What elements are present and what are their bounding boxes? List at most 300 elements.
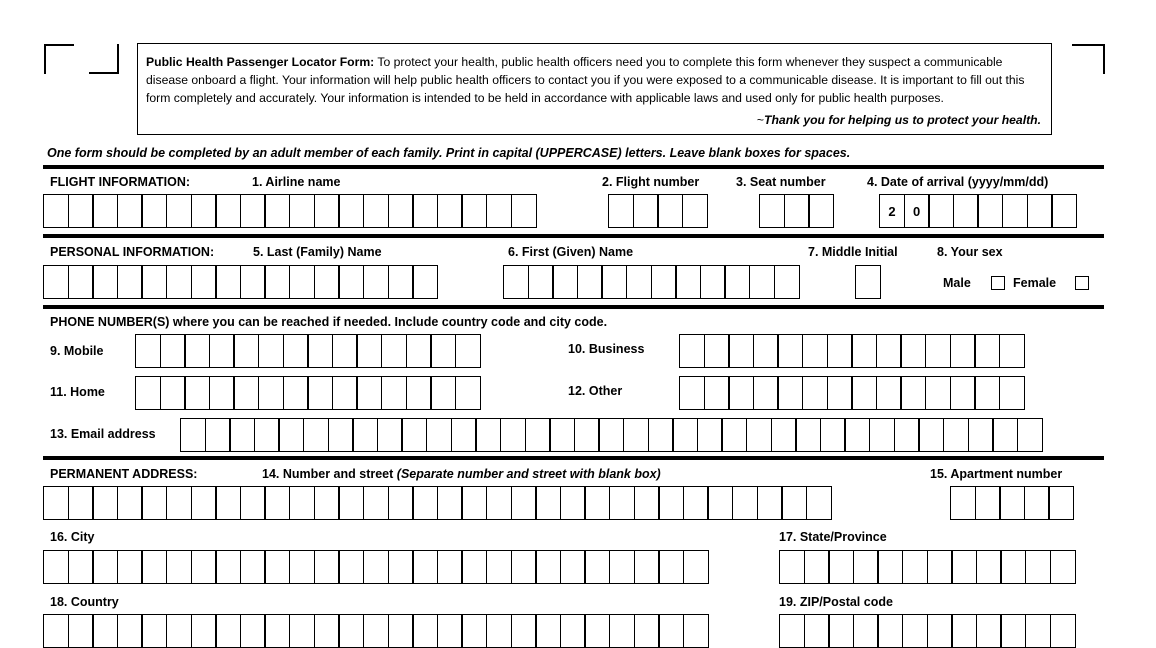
char-box[interactable] [135, 334, 161, 368]
char-box[interactable] [191, 486, 217, 520]
char-box[interactable] [648, 418, 674, 452]
char-box[interactable] [314, 265, 340, 299]
char-box[interactable] [968, 418, 994, 452]
char-box[interactable] [609, 486, 635, 520]
char-box[interactable] [697, 418, 723, 452]
char-box[interactable] [43, 486, 69, 520]
char-box[interactable] [584, 550, 610, 584]
char-box[interactable] [289, 486, 315, 520]
char-box[interactable] [412, 194, 438, 228]
char-box[interactable] [1050, 614, 1076, 648]
char-box[interactable] [117, 265, 143, 299]
char-box[interactable] [215, 486, 241, 520]
char-box[interactable] [700, 265, 726, 299]
char-box[interactable] [184, 376, 210, 410]
char-box[interactable] [314, 614, 340, 648]
char-box[interactable] [264, 265, 290, 299]
char-box[interactable] [1048, 486, 1074, 520]
char-box[interactable] [999, 334, 1025, 368]
char-box[interactable] [338, 614, 364, 648]
char-box[interactable] [92, 265, 118, 299]
char-box[interactable] [679, 376, 705, 410]
char-box[interactable] [363, 265, 389, 299]
date-cell[interactable] [977, 194, 1003, 228]
char-box[interactable] [486, 194, 512, 228]
char-box[interactable] [974, 334, 1000, 368]
char-box[interactable] [209, 376, 235, 410]
char-box[interactable] [117, 194, 143, 228]
char-box[interactable] [950, 376, 976, 410]
char-box[interactable] [254, 418, 280, 452]
arrival-date-boxes[interactable] [879, 194, 1077, 228]
char-box[interactable] [475, 418, 501, 452]
char-box[interactable] [461, 194, 487, 228]
date-cell[interactable] [1051, 194, 1077, 228]
char-box[interactable] [43, 614, 69, 648]
char-box[interactable] [406, 376, 432, 410]
char-box[interactable] [658, 614, 684, 648]
char-box[interactable] [486, 614, 512, 648]
char-box[interactable] [975, 486, 1001, 520]
char-box[interactable] [746, 418, 772, 452]
char-box[interactable] [1025, 614, 1051, 648]
char-box[interactable] [264, 550, 290, 584]
female-checkbox[interactable] [1075, 276, 1089, 290]
char-box[interactable] [388, 194, 414, 228]
intro-body: To protect your health, public health officers need you to complete this form whenever they suspect a communicable disease onboard a flight. Your information will help public health officers to contact you if you were exposed to a communicable disease. It is important to fill out this form completely and accurately. Your information is intended to be held in accordance with applicable laws and used only for public health purposes. [146, 55, 1025, 105]
char-box[interactable] [43, 194, 69, 228]
char-box[interactable] [634, 486, 660, 520]
char-box[interactable] [759, 194, 785, 228]
char-box[interactable] [388, 614, 414, 648]
char-box[interactable] [377, 418, 403, 452]
char-box[interactable] [804, 550, 830, 584]
char-box[interactable] [535, 614, 561, 648]
char-box[interactable] [352, 418, 378, 452]
char-box[interactable] [240, 486, 266, 520]
street-label-text: 14. Number and street [262, 467, 394, 481]
char-box[interactable] [307, 376, 333, 410]
char-box[interactable] [828, 550, 854, 584]
char-box[interactable] [437, 194, 463, 228]
char-box[interactable] [784, 194, 810, 228]
char-box[interactable] [951, 550, 977, 584]
char-box[interactable] [634, 614, 660, 648]
char-box[interactable] [511, 194, 537, 228]
char-box[interactable] [721, 418, 747, 452]
arrival-year-digit[interactable]: 0 [904, 194, 930, 228]
char-box[interactable] [950, 334, 976, 368]
char-box[interactable] [92, 194, 118, 228]
char-box[interactable] [338, 194, 364, 228]
char-box[interactable] [135, 376, 161, 410]
state-boxes[interactable] [779, 550, 1076, 584]
char-box[interactable] [289, 550, 315, 584]
char-box[interactable] [549, 418, 575, 452]
date-cell[interactable] [1002, 194, 1028, 228]
char-box[interactable] [598, 418, 624, 452]
char-box[interactable] [314, 550, 340, 584]
char-box[interactable] [92, 486, 118, 520]
char-box[interactable] [855, 265, 881, 299]
char-box[interactable] [338, 486, 364, 520]
char-box[interactable] [1024, 486, 1050, 520]
char-box[interactable] [623, 418, 649, 452]
char-box[interactable] [902, 550, 928, 584]
char-box[interactable] [160, 334, 186, 368]
date-cell[interactable] [953, 194, 979, 228]
char-box[interactable] [191, 614, 217, 648]
char-box[interactable] [307, 334, 333, 368]
seat-number-label: 3. Seat number [736, 175, 826, 189]
char-box[interactable] [92, 614, 118, 648]
char-box[interactable] [43, 265, 69, 299]
char-box[interactable] [574, 418, 600, 452]
char-box[interactable] [511, 614, 537, 648]
char-box[interactable] [633, 194, 659, 228]
char-box[interactable] [853, 550, 879, 584]
char-box[interactable] [437, 614, 463, 648]
char-box[interactable] [1000, 550, 1026, 584]
char-box[interactable] [166, 486, 192, 520]
char-box[interactable] [191, 550, 217, 584]
char-box[interactable] [180, 418, 206, 452]
char-box[interactable] [779, 550, 805, 584]
date-cell[interactable] [928, 194, 954, 228]
char-box[interactable] [584, 486, 610, 520]
char-box[interactable] [925, 334, 951, 368]
city-boxes[interactable] [43, 550, 709, 584]
char-box[interactable] [876, 376, 902, 410]
char-box[interactable] [461, 550, 487, 584]
char-box[interactable] [844, 418, 870, 452]
char-box[interactable] [634, 550, 660, 584]
char-box[interactable] [205, 418, 231, 452]
char-box[interactable] [679, 334, 705, 368]
char-box[interactable] [724, 265, 750, 299]
char-box[interactable] [682, 194, 708, 228]
char-box[interactable] [560, 614, 586, 648]
char-box[interactable] [437, 550, 463, 584]
char-box[interactable] [511, 486, 537, 520]
middle-initial-box[interactable] [855, 265, 881, 299]
home-boxes[interactable] [135, 376, 481, 410]
first-name-boxes[interactable] [503, 265, 800, 299]
char-box[interactable] [264, 614, 290, 648]
char-box[interactable] [869, 418, 895, 452]
char-box[interactable] [976, 614, 1002, 648]
char-box[interactable] [215, 550, 241, 584]
char-box[interactable] [363, 614, 389, 648]
char-box[interactable] [577, 265, 603, 299]
char-box[interactable] [412, 550, 438, 584]
char-box[interactable] [328, 418, 354, 452]
char-box[interactable] [781, 486, 807, 520]
char-box[interactable] [166, 550, 192, 584]
char-box[interactable] [68, 486, 94, 520]
char-box[interactable] [771, 418, 797, 452]
char-box[interactable] [191, 265, 217, 299]
char-box[interactable] [802, 334, 828, 368]
char-box[interactable] [356, 376, 382, 410]
char-box[interactable] [877, 550, 903, 584]
zip-boxes[interactable] [779, 614, 1076, 648]
char-box[interactable] [412, 486, 438, 520]
char-box[interactable] [166, 194, 192, 228]
char-box[interactable] [728, 376, 754, 410]
char-box[interactable] [1025, 550, 1051, 584]
char-box[interactable] [401, 418, 427, 452]
char-box[interactable] [749, 265, 775, 299]
char-box[interactable] [117, 486, 143, 520]
char-box[interactable] [303, 418, 329, 452]
char-box[interactable] [141, 194, 167, 228]
char-box[interactable] [601, 265, 627, 299]
section-divider [43, 234, 1104, 238]
char-box[interactable] [927, 614, 953, 648]
char-box[interactable] [240, 614, 266, 648]
char-box[interactable] [332, 334, 358, 368]
char-box[interactable] [240, 265, 266, 299]
char-box[interactable] [802, 376, 828, 410]
char-box[interactable] [314, 194, 340, 228]
char-box[interactable] [511, 550, 537, 584]
char-box[interactable] [732, 486, 758, 520]
char-box[interactable] [388, 265, 414, 299]
char-box[interactable] [381, 376, 407, 410]
char-box[interactable] [950, 486, 976, 520]
char-box[interactable] [853, 614, 879, 648]
char-box[interactable] [264, 194, 290, 228]
char-box[interactable] [894, 418, 920, 452]
char-box[interactable] [412, 265, 438, 299]
char-box[interactable] [951, 614, 977, 648]
char-box[interactable] [828, 614, 854, 648]
char-box[interactable] [657, 194, 683, 228]
char-box[interactable] [658, 550, 684, 584]
char-box[interactable] [535, 486, 561, 520]
char-box[interactable] [455, 376, 481, 410]
char-box[interactable] [584, 614, 610, 648]
char-box[interactable] [191, 194, 217, 228]
char-box[interactable] [525, 418, 551, 452]
char-box[interactable] [117, 550, 143, 584]
char-box[interactable] [976, 550, 1002, 584]
char-box[interactable] [92, 550, 118, 584]
char-box[interactable] [683, 486, 709, 520]
char-box[interactable] [289, 194, 315, 228]
char-box[interactable] [412, 614, 438, 648]
intro-thanks-text: Thank you for helping us to protect your health. [764, 113, 1041, 127]
char-box[interactable] [992, 418, 1018, 452]
airline-name-boxes[interactable] [43, 194, 537, 228]
char-box[interactable] [363, 194, 389, 228]
char-box[interactable] [141, 550, 167, 584]
char-box[interactable] [68, 614, 94, 648]
char-box[interactable] [388, 550, 414, 584]
char-box[interactable] [240, 194, 266, 228]
char-box[interactable] [338, 550, 364, 584]
char-box[interactable] [264, 486, 290, 520]
flight-number-boxes[interactable] [608, 194, 708, 228]
char-box[interactable] [486, 486, 512, 520]
char-box[interactable] [808, 194, 834, 228]
char-box[interactable] [851, 334, 877, 368]
char-box[interactable] [363, 550, 389, 584]
char-box[interactable] [283, 376, 309, 410]
char-box[interactable] [141, 614, 167, 648]
char-box[interactable] [672, 418, 698, 452]
char-box[interactable] [437, 486, 463, 520]
char-box[interactable] [877, 614, 903, 648]
char-box[interactable] [707, 486, 733, 520]
char-box[interactable] [160, 376, 186, 410]
char-box[interactable] [535, 550, 561, 584]
char-box[interactable] [430, 334, 456, 368]
char-box[interactable] [461, 486, 487, 520]
char-box[interactable] [68, 265, 94, 299]
char-box[interactable] [774, 265, 800, 299]
char-box[interactable] [876, 334, 902, 368]
char-box[interactable] [363, 486, 389, 520]
char-box[interactable] [609, 550, 635, 584]
char-box[interactable] [356, 334, 382, 368]
char-box[interactable] [806, 486, 832, 520]
char-box[interactable] [215, 614, 241, 648]
char-box[interactable] [43, 550, 69, 584]
char-box[interactable] [184, 334, 210, 368]
char-box[interactable] [381, 334, 407, 368]
char-box[interactable] [1017, 418, 1043, 452]
char-box[interactable] [500, 418, 526, 452]
char-box[interactable] [827, 334, 853, 368]
char-box[interactable] [455, 334, 481, 368]
char-box[interactable] [461, 614, 487, 648]
char-box[interactable] [683, 550, 709, 584]
char-box[interactable] [753, 376, 779, 410]
char-box[interactable] [388, 486, 414, 520]
char-box[interactable] [258, 376, 284, 410]
char-box[interactable] [289, 614, 315, 648]
char-box[interactable] [215, 194, 241, 228]
char-box[interactable] [918, 418, 944, 452]
char-box[interactable] [560, 486, 586, 520]
char-box[interactable] [608, 194, 634, 228]
street-boxes[interactable] [43, 486, 832, 520]
char-box[interactable] [229, 418, 255, 452]
char-box[interactable] [166, 614, 192, 648]
char-box[interactable] [430, 376, 456, 410]
char-box[interactable] [166, 265, 192, 299]
char-box[interactable] [332, 376, 358, 410]
char-box[interactable] [777, 334, 803, 368]
char-box[interactable] [68, 550, 94, 584]
char-box[interactable] [233, 334, 259, 368]
char-box[interactable] [283, 334, 309, 368]
char-box[interactable] [927, 550, 953, 584]
char-box[interactable] [900, 376, 926, 410]
char-box[interactable] [141, 265, 167, 299]
mobile-boxes[interactable] [135, 334, 481, 368]
char-box[interactable] [704, 376, 730, 410]
intro-tilde: ~ [756, 113, 765, 127]
arrival-year-digit[interactable]: 2 [879, 194, 905, 228]
char-box[interactable] [651, 265, 677, 299]
char-box[interactable] [757, 486, 783, 520]
other-boxes[interactable] [679, 376, 1025, 410]
char-box[interactable] [777, 376, 803, 410]
char-box[interactable] [68, 194, 94, 228]
char-box[interactable] [779, 614, 805, 648]
char-box[interactable] [338, 265, 364, 299]
char-box[interactable] [683, 614, 709, 648]
char-box[interactable] [925, 376, 951, 410]
char-box[interactable] [215, 265, 241, 299]
char-box[interactable] [999, 486, 1025, 520]
char-box[interactable] [943, 418, 969, 452]
char-box[interactable] [426, 418, 452, 452]
char-box[interactable] [820, 418, 846, 452]
char-box[interactable] [974, 376, 1000, 410]
city-label: 16. City [50, 530, 95, 544]
char-box[interactable] [728, 334, 754, 368]
char-box[interactable] [552, 265, 578, 299]
char-box[interactable] [658, 486, 684, 520]
char-box[interactable] [233, 376, 259, 410]
char-box[interactable] [827, 376, 853, 410]
char-box[interactable] [1050, 550, 1076, 584]
char-box[interactable] [753, 334, 779, 368]
char-box[interactable] [528, 265, 554, 299]
char-box[interactable] [795, 418, 821, 452]
flight-number-label: 2. Flight number [602, 175, 700, 189]
char-box[interactable] [804, 614, 830, 648]
date-cell[interactable] [1027, 194, 1053, 228]
seat-number-boxes[interactable] [759, 194, 834, 228]
char-box[interactable] [141, 486, 167, 520]
char-box[interactable] [117, 614, 143, 648]
char-box[interactable] [999, 376, 1025, 410]
male-checkbox[interactable] [991, 276, 1005, 290]
last-name-boxes[interactable] [43, 265, 438, 299]
char-box[interactable] [240, 550, 266, 584]
char-box[interactable] [626, 265, 652, 299]
char-box[interactable] [289, 265, 315, 299]
corner-mark-top-left-vertical [44, 44, 46, 74]
char-box[interactable] [675, 265, 701, 299]
email-boxes[interactable] [180, 418, 1043, 452]
char-box[interactable] [851, 376, 877, 410]
char-box[interactable] [486, 550, 512, 584]
char-box[interactable] [704, 334, 730, 368]
char-box[interactable] [900, 334, 926, 368]
char-box[interactable] [258, 334, 284, 368]
char-box[interactable] [1000, 614, 1026, 648]
char-box[interactable] [209, 334, 235, 368]
business-boxes[interactable] [679, 334, 1025, 368]
last-name-label: 5. Last (Family) Name [253, 245, 382, 259]
char-box[interactable] [609, 614, 635, 648]
char-box[interactable] [451, 418, 477, 452]
apartment-boxes[interactable] [950, 486, 1074, 520]
char-box[interactable] [278, 418, 304, 452]
char-box[interactable] [503, 265, 529, 299]
char-box[interactable] [902, 614, 928, 648]
char-box[interactable] [314, 486, 340, 520]
char-box[interactable] [406, 334, 432, 368]
country-boxes[interactable] [43, 614, 709, 648]
char-box[interactable] [560, 550, 586, 584]
